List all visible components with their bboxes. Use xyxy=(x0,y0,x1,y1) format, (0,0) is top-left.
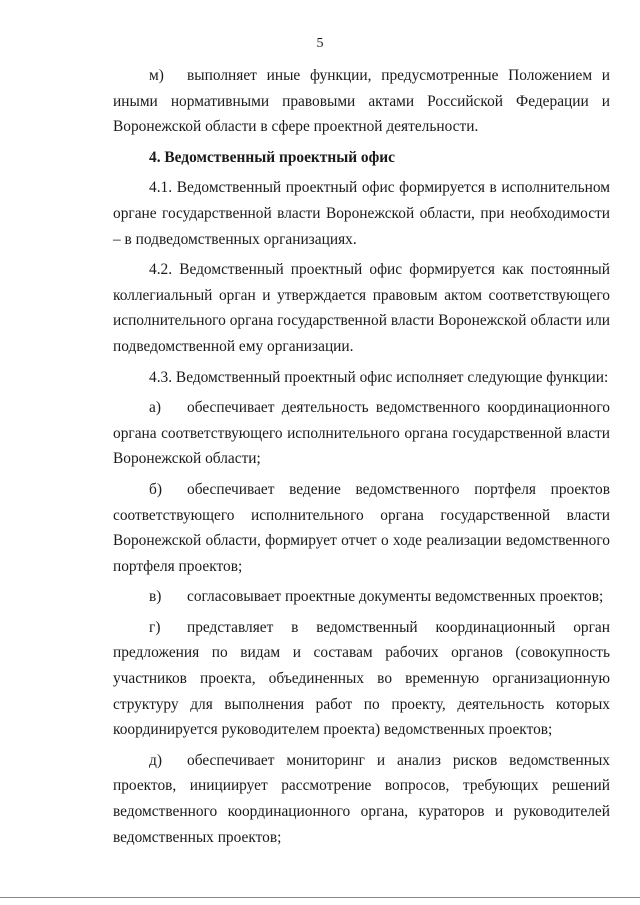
list-item-text: представляет в ведомственный координационный орган предложения по видам и составам рабочих органов (совокупность участников проекта, объединенных во временную организационную структуру для выполнения работ по проекту, деятельность которых координируется руководителем проекта) ведомственных проектов; xyxy=(113,618,610,739)
list-item-m xyxy=(113,63,610,140)
list-marker: д) xyxy=(149,751,162,769)
page-number: 5 xyxy=(316,36,324,51)
paragraph-4-1: 4.1. Ведомственный проектный офис формируется в исполнительном органе государственной власти Воронежской области, при необходимости – в подведомственных организациях. xyxy=(113,179,610,248)
section-heading: 4. Ведомственный проектный офис xyxy=(149,148,395,166)
paragraph-4-3: 4.3. Ведомственный проектный офис исполняет следующие функции: xyxy=(149,368,609,386)
list-item-text: обеспечивает ведение ведомственного портфеля проектов соответствующего исполнительного органа государственной власти Воронежской области, формирует отчет о ходе реализации ведомственного портфеля проектов; xyxy=(113,480,610,575)
list-item-d xyxy=(113,748,610,850)
list-item-v xyxy=(113,584,610,610)
document-body xyxy=(113,63,610,850)
list-item-g xyxy=(113,615,610,743)
list-item-text: обеспечивает деятельность ведомственного координационного органа соответствующего исполнительного органа государственной власти Воронежской области; xyxy=(113,399,610,468)
list-item-text: согласовывает проектные документы ведомственных проектов; xyxy=(187,588,604,606)
list-marker: а) xyxy=(149,399,161,417)
list-marker: м) xyxy=(149,67,164,84)
list-item-text: выполняет иные функции, предусмотренные Положением и иными нормативными правовыми актами Российской Федерации и Воронежской области в сфере проектной деятельности. xyxy=(113,67,610,136)
list-item-a xyxy=(113,395,610,472)
list-item-b xyxy=(113,477,610,579)
list-item-text: обеспечивает мониторинг и анализ рисков ведомственных проектов, инициирует рассмотрение вопросов, требующих решений ведомственного координационного органа, кураторов и руководителей ведомственных проектов; xyxy=(113,751,610,846)
page-bottom-rule xyxy=(0,897,640,898)
list-marker: г) xyxy=(149,618,161,636)
paragraph-4-2: 4.2. Ведомственный проектный офис формируется как постоянный коллегиальный орган и утверждается правовым актом соответствующего исполнительного органа государственной власти Воронежской области или подведомственной ему организации. xyxy=(113,261,610,355)
list-marker: в) xyxy=(149,588,162,606)
list-marker: б) xyxy=(149,480,162,498)
